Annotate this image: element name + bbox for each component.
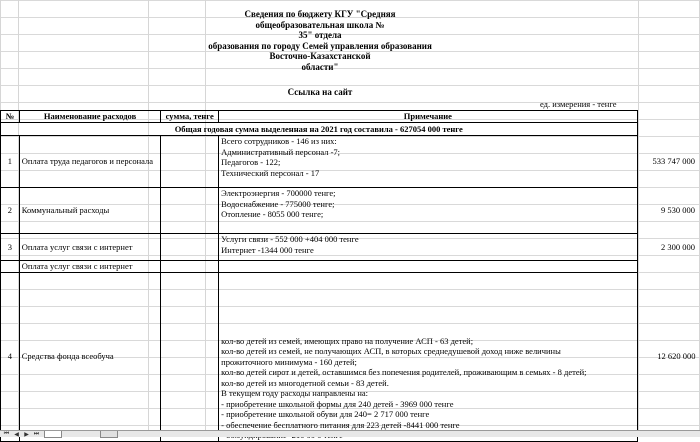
- row-name[interactable]: Оплата услуг связи с интернет: [19, 261, 161, 273]
- empty-cell[interactable]: [637, 123, 699, 136]
- row-sum[interactable]: [161, 234, 219, 261]
- row-amount[interactable]: 12 620 000: [657, 351, 696, 362]
- title-line: Сведения по бюджету КГУ "Средняя: [244, 9, 396, 19]
- row-num[interactable]: 3: [1, 234, 20, 261]
- row-amount[interactable]: [637, 261, 699, 273]
- title-line: общеобразовательная школа №: [255, 19, 385, 30]
- annual-total-cell[interactable]: Общая годовая сумма выделенная на 2021 год составила - 627054 000 тенге: [1, 123, 638, 136]
- table-row: [1, 188, 700, 234]
- first-sheet-icon[interactable]: ⏮: [3, 431, 10, 437]
- row-note[interactable]: Электроэнергия - 700000 тенге; Водоснабжение - 775000 тенге; Отопление - 8055 000 тенге;: [219, 188, 637, 234]
- header-sum[interactable]: сумма, тенге: [161, 111, 219, 123]
- document-title: [150, 9, 490, 72]
- row-sum[interactable]: [161, 272, 219, 441]
- row-note[interactable]: Всего сотрудников - 146 из них: Административный персонал -7; Педагогов - 122; Технический персонал - 17: [219, 136, 637, 188]
- row-num[interactable]: 2: [1, 188, 20, 234]
- row-sum[interactable]: [161, 136, 219, 188]
- row-name[interactable]: Оплата труда педагогов и персонала: [19, 136, 161, 188]
- add-sheet-icon[interactable]: [100, 431, 118, 438]
- units-label: ед. измерения - тенге: [540, 99, 617, 109]
- budget-table: [0, 110, 700, 442]
- row-num[interactable]: [1, 261, 20, 273]
- row-name[interactable]: Средства фонда всеобуча: [19, 272, 161, 441]
- row-amount[interactable]: 2 300 000: [661, 241, 695, 252]
- header-note[interactable]: Примечание: [219, 111, 637, 123]
- table-row: [1, 272, 700, 441]
- header-name[interactable]: Наименование расходов: [19, 111, 161, 123]
- row-sum[interactable]: [161, 261, 219, 273]
- table-row: [1, 261, 700, 273]
- row-note[interactable]: [219, 261, 637, 273]
- sheet-tab-bar: [0, 430, 700, 437]
- sheet-tab-active[interactable]: [44, 431, 62, 438]
- row-amount[interactable]: 9 530 000: [661, 205, 695, 216]
- table-row: [1, 234, 700, 261]
- next-sheet-icon[interactable]: ▶: [24, 432, 29, 438]
- row-note[interactable]: Услуги связи - 552 000 +404 000 тенге Интернет -1344 000 тенге: [219, 234, 637, 261]
- annual-total-row: [1, 123, 700, 136]
- prev-sheet-icon[interactable]: ◀: [14, 432, 19, 438]
- row-sum[interactable]: [161, 188, 219, 234]
- row-num[interactable]: 1: [1, 136, 20, 188]
- title-line: 35" отдела: [298, 30, 342, 40]
- row-name[interactable]: Коммунальный расходы: [19, 188, 161, 234]
- table-header-row: [1, 111, 700, 123]
- last-sheet-icon[interactable]: ⏭: [33, 431, 40, 437]
- row-note[interactable]: кол-во детей из семей, имеющих право на получение АСП - 63 детей; кол-во детей из семей, не получающих АСП, в которых среднедушевой доход ниже величины прожиточного минимума - 160 детей; кол-во детей сирот и детей, оставшимся без попечения родителей, проживающим в семьях - 8 детей; кол-во детей из многодетной семьи - 83 детей. В текущем году расходы направлены на: - приобретение школьной формы для 240 детей - 3969 000 тенге - приобретение школьной обуви для 240= 2 717 000 тенге - обеспечение бесплатного питания для 223 детей -8441 000 тенге: [219, 272, 637, 441]
- row-num[interactable]: 4: [1, 272, 20, 441]
- row-name[interactable]: Оплата услуг связи с интернет: [19, 234, 161, 261]
- table-row: [1, 136, 700, 188]
- site-link[interactable]: Ссылка на сайт: [287, 87, 353, 97]
- title-line: образования по городу Семей управления образования: [208, 40, 432, 51]
- title-line: области": [301, 61, 339, 72]
- header-amount-empty[interactable]: [637, 111, 699, 123]
- title-line: Восточно-Казахстанской: [269, 51, 371, 61]
- row-amount[interactable]: 533 747 000: [652, 156, 695, 167]
- header-num[interactable]: №: [1, 111, 20, 123]
